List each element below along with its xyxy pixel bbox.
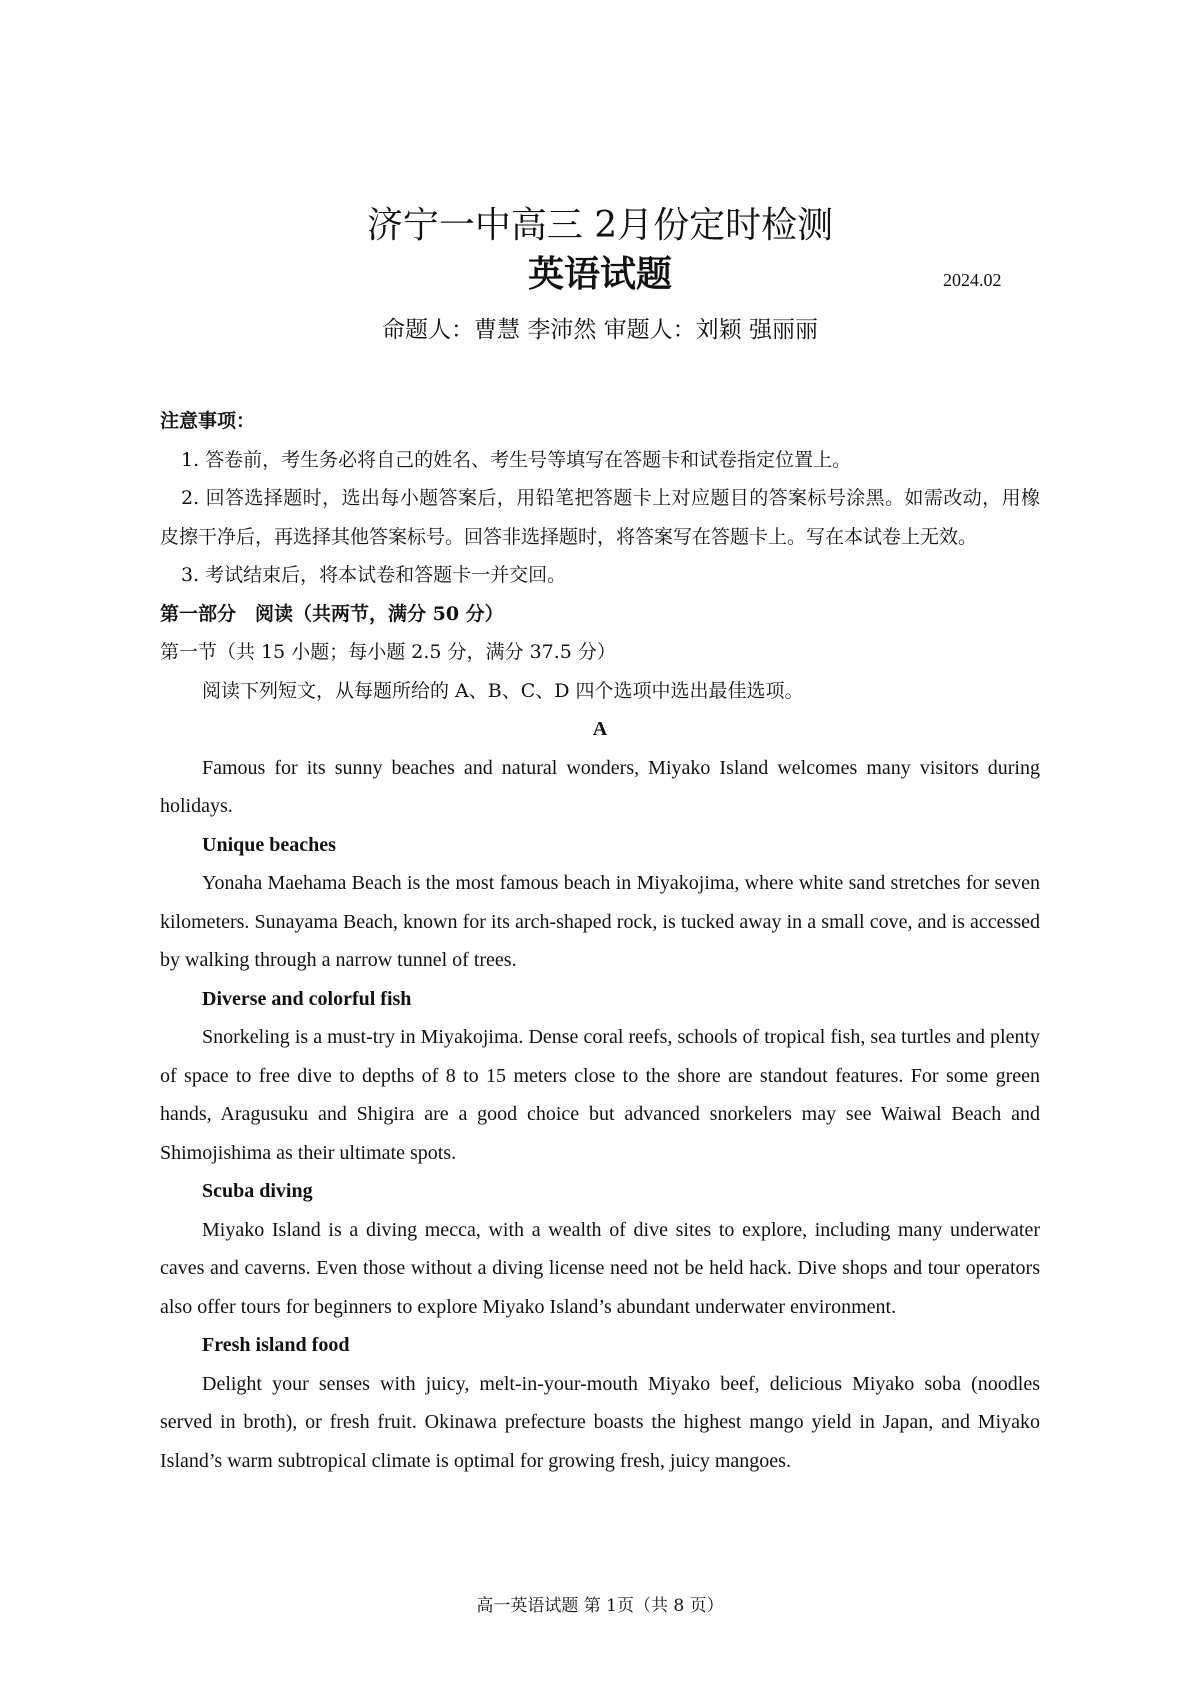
passage-heading-food: Fresh island food (202, 1334, 350, 1356)
part1-title: 第一部分 阅读（共两节，满分 50 分） (160, 602, 504, 625)
passage-heading-beaches: Unique beaches (202, 833, 336, 856)
passage-intro: Famous for its sunny beaches and natural wonders, Miyako Island welcomes many visitors during holidays. (160, 756, 1040, 817)
passage-heading-diving: Scuba diving (202, 1180, 313, 1202)
notice-title: 注意事项： (160, 410, 256, 432)
passage-a (160, 710, 1040, 1480)
exam-authors: 命题人：曹慧 李沛然 审题人：刘颖 强丽丽 (382, 317, 818, 343)
passage-paragraph-diving: Miyako Island is a diving mecca, with a wealth of dive sites to explore, including many underwater caves and caverns. Even those without a diving license need not be held hack. Dive shops and tour operators also offer tours for beginners to explore Miyako Island’s abundant underwater environment. (160, 1218, 1040, 1318)
passage-paragraph-food: Delight your senses with juicy, melt-in-your-mouth Miyako beef, delicious Miyako soba (noodles served in broth), or fresh fruit. Okinawa prefecture boasts the highest mango yield in Japan, and Miyako Island’s warm subtropical climate is optimal for growing fresh, juicy mangoes. (160, 1372, 1040, 1472)
notice-item-3: 3. 考试结束后，将本试卷和答题卡一并交回。 (181, 564, 567, 586)
exam-subject-title: 英语试题 (527, 253, 672, 295)
passage-paragraph-fish: Snorkeling is a must-try in Miyakojima. Dense coral reefs, schools of tropical fish, sea turtles and plenty of space to free dive to depths of 8 to 15 meters close to the shore are standout features. For some green hands, Aragusuku and Shigira are a good choice but advanced snorkelers may see Waiwal Beach and Shimojishima as their ultimate spots. (160, 1026, 1040, 1164)
passage-label: A (592, 718, 608, 740)
exam-body (160, 402, 1040, 1480)
page-footer: 高一英语试题 第 1页（共 8 页） (476, 1596, 724, 1616)
exam-date: 2024.02 (943, 270, 1002, 290)
notice-item-2: 2. 回答选择题时，选出每小题答案后，用铅笔把答题卡上对应题目的答案标号涂黑。如需改动，用橡皮擦干净后，再选择其他答案标号。回答非选择题时，将答案写在答题卡上。写在本试卷上无效。 (160, 487, 1040, 548)
passage-heading-fish: Diverse and colorful fish (202, 987, 412, 1010)
notice-item-1: 1. 答卷前，考生务必将自己的姓名、考生号等填写在答题卡和试卷指定位置上。 (181, 448, 852, 471)
section1-title: 第一节（共 15 小题；每小题 2.5 分，满分 37.5 分） (160, 641, 616, 663)
passage-paragraph-beaches: Yonaha Maehama Beach is the most famous beach in Miyakojima, where white sand stretches for seven kilometers. Sunayama Beach, known for its arch-shaped rock, is tucked away in a small cove, and is accessed by walking through a narrow tunnel of trees. (160, 872, 1040, 971)
exam-title: 济宁一中高三 2月份定时检测 (366, 205, 834, 246)
section1-instruction: 阅读下列短文，从每题所给的 A、B、C、D 四个选项中选出最佳选项。 (202, 679, 804, 702)
